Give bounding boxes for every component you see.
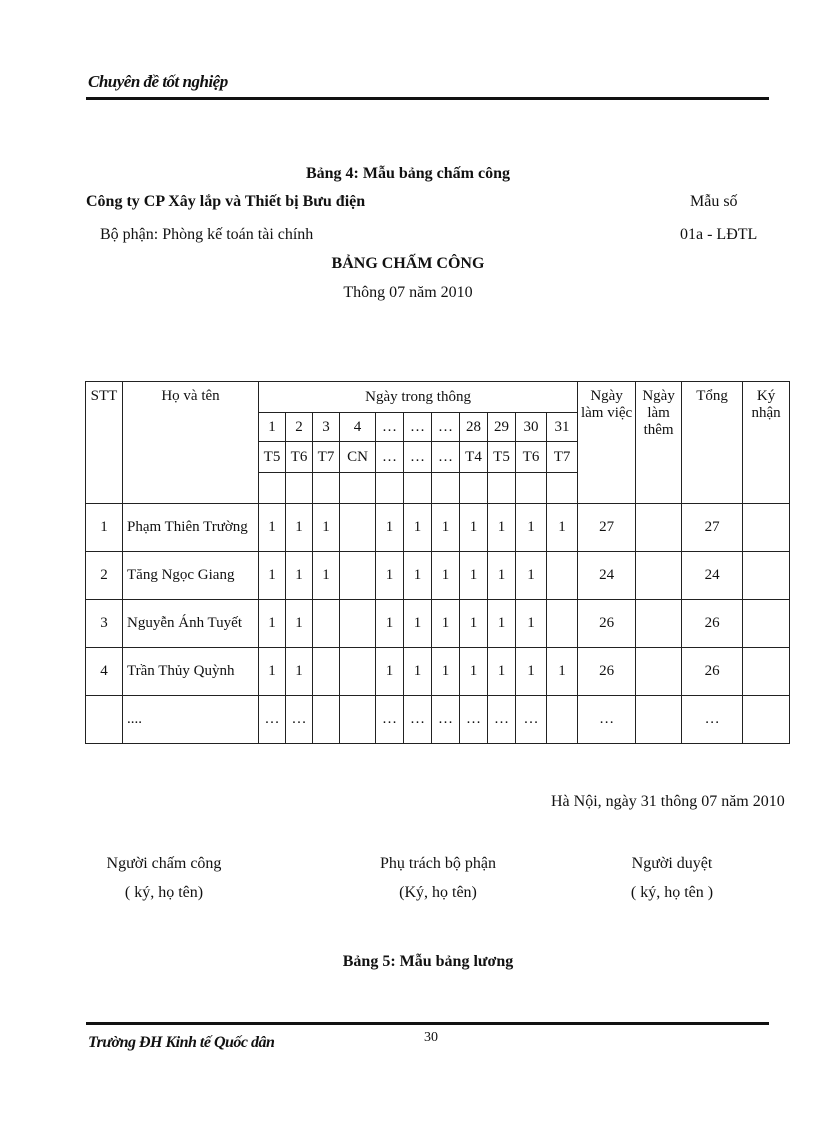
form-number-label: Mẫu số (690, 193, 738, 210)
day-cell: 1 (516, 600, 547, 648)
day-cell: 1 (259, 504, 286, 552)
total-header: Tổng (682, 382, 743, 473)
day-cell: 1 (432, 600, 460, 648)
day-cell: … (286, 696, 313, 744)
day-cell: … (488, 696, 516, 744)
stt-header: STT (86, 382, 123, 473)
day-number-cell: 31 (547, 413, 578, 442)
day-cell: 1 (313, 504, 340, 552)
day-cell: 1 (488, 552, 516, 600)
sign-cell (743, 504, 790, 552)
day-cell (313, 648, 340, 696)
day-number-cell: … (376, 413, 404, 442)
weekday-cell: T4 (460, 442, 488, 473)
table-row (86, 504, 790, 552)
day-cell (340, 648, 376, 696)
extra-days-cell (636, 648, 682, 696)
day-cell: 1 (460, 648, 488, 696)
weekday-cell: … (404, 442, 432, 473)
day-number-cell: … (404, 413, 432, 442)
sheet-month: Thông 07 năm 2010 (343, 284, 473, 301)
table-row (86, 600, 790, 648)
day-cell: … (460, 696, 488, 744)
day-cell: 1 (376, 552, 404, 600)
day-cell: 1 (404, 648, 432, 696)
name-cell: Nguyễn Ánh Tuyết (123, 600, 259, 648)
department: Bộ phận: Phòng kế toán tài chính (100, 226, 314, 243)
extra-days-header: Ngày làm thêm (636, 382, 682, 473)
day-cell: 1 (547, 504, 578, 552)
page-number: 30 (424, 1030, 438, 1045)
name-cell: Phạm Thiên Trường (123, 504, 259, 552)
day-cell (547, 600, 578, 648)
day-cell: 1 (376, 600, 404, 648)
spacer-row (86, 473, 790, 504)
day-cell: 1 (460, 504, 488, 552)
name-header: Họ và tên (123, 382, 259, 473)
day-cell: … (404, 696, 432, 744)
work-days-header: Ngày làm việc (578, 382, 636, 473)
header-rule (86, 97, 769, 100)
day-cell: 1 (516, 504, 547, 552)
weekday-cell: T7 (313, 442, 340, 473)
sheet-title: BẢNG CHẤM CÔNG (331, 255, 485, 272)
day-cell: 1 (376, 648, 404, 696)
day-number-cell: 1 (259, 413, 286, 442)
work-days-cell: 26 (578, 600, 636, 648)
day-number-cell: 30 (516, 413, 547, 442)
day-cell (547, 552, 578, 600)
day-cell: 1 (432, 504, 460, 552)
day-cell (313, 600, 340, 648)
day-cell: … (259, 696, 286, 744)
extra-days-cell (636, 552, 682, 600)
day-number-cell: 3 (313, 413, 340, 442)
signature-note: ( ký, họ tên) (124, 884, 204, 901)
day-cell: 1 (376, 504, 404, 552)
day-number-cell: … (432, 413, 460, 442)
name-cell: Trần Thủy Quỳnh (123, 648, 259, 696)
day-number-cell: 4 (340, 413, 376, 442)
day-cell: 1 (547, 648, 578, 696)
page-footer: Trường ĐH Kinh tế Quốc dân (88, 1034, 275, 1051)
day-cell (340, 696, 376, 744)
day-cell: 1 (259, 648, 286, 696)
day-cell: 1 (286, 504, 313, 552)
day-cell: 1 (286, 600, 313, 648)
stt-cell: 1 (86, 504, 123, 552)
total-cell: 27 (682, 504, 743, 552)
days-group-header: Ngày trong thông (259, 382, 578, 413)
sign-header: Ký nhận (743, 382, 790, 473)
sign-cell (743, 696, 790, 744)
day-cell: 1 (460, 552, 488, 600)
stt-cell: 2 (86, 552, 123, 600)
day-cell: 1 (404, 552, 432, 600)
day-cell (547, 696, 578, 744)
total-cell: 24 (682, 552, 743, 600)
day-cell: 1 (460, 600, 488, 648)
footer-rule (86, 1022, 769, 1025)
day-cell: 1 (432, 552, 460, 600)
day-cell (340, 504, 376, 552)
day-cell: … (376, 696, 404, 744)
signature-role: Phụ trách bộ phận (380, 855, 496, 872)
extra-days-cell (636, 504, 682, 552)
name-cell: .... (123, 696, 259, 744)
weekday-cell: T6 (516, 442, 547, 473)
signature-department-head (338, 849, 538, 907)
day-cell: 1 (488, 648, 516, 696)
extra-days-cell (636, 600, 682, 648)
stt-cell (86, 696, 123, 744)
sign-cell (743, 552, 790, 600)
work-days-cell: 24 (578, 552, 636, 600)
signature-role: Người duyệt (631, 855, 713, 872)
day-cell: 1 (259, 600, 286, 648)
day-number-cell: 29 (488, 413, 516, 442)
extra-days-cell (636, 696, 682, 744)
signature-role: Người chấm công (106, 855, 222, 872)
day-cell: … (432, 696, 460, 744)
day-cell: 1 (516, 648, 547, 696)
sign-cell (743, 600, 790, 648)
next-table-title: Bảng 5: Mẫu bảng lương (342, 953, 514, 970)
place-date: Hà Nội, ngày 31 thông 07 năm 2010 (551, 793, 785, 810)
day-number-cell: 2 (286, 413, 313, 442)
day-cell: 1 (259, 552, 286, 600)
work-days-cell: … (578, 696, 636, 744)
signature-note: (Ký, họ tên) (399, 884, 477, 901)
weekday-cell: … (376, 442, 404, 473)
total-cell: … (682, 696, 743, 744)
day-cell: 1 (313, 552, 340, 600)
table-row (86, 552, 790, 600)
table-row (86, 648, 790, 696)
weekday-cell: T7 (547, 442, 578, 473)
total-cell: 26 (682, 648, 743, 696)
work-days-cell: 26 (578, 648, 636, 696)
page-header: Chuyên đề tốt nghiệp (88, 72, 228, 91)
table-row (86, 696, 790, 744)
day-cell: 1 (286, 648, 313, 696)
day-cell: 1 (488, 504, 516, 552)
day-cell: 1 (404, 600, 432, 648)
signature-approver (572, 849, 772, 907)
weekday-cell: CN (340, 442, 376, 473)
work-days-cell: 27 (578, 504, 636, 552)
total-cell: 26 (682, 600, 743, 648)
attendance-table (85, 381, 790, 744)
weekday-cell: … (432, 442, 460, 473)
day-cell (340, 552, 376, 600)
header-row-1 (86, 382, 790, 413)
day-cell (313, 696, 340, 744)
stt-cell: 4 (86, 648, 123, 696)
weekday-cell: T6 (286, 442, 313, 473)
stt-cell: 3 (86, 600, 123, 648)
form-number: 01a - LĐTL (680, 226, 758, 243)
day-cell: 1 (432, 648, 460, 696)
day-cell: 1 (488, 600, 516, 648)
company-name: Công ty CP Xây lắp và Thiết bị Bưu điện (86, 193, 366, 210)
table-title: Bảng 4: Mẫu bảng chấm công (305, 165, 511, 182)
day-number-cell: 28 (460, 413, 488, 442)
day-cell (340, 600, 376, 648)
sign-cell (743, 648, 790, 696)
signature-timekeeper (64, 849, 264, 907)
name-cell: Tăng Ngọc Giang (123, 552, 259, 600)
weekday-cell: T5 (488, 442, 516, 473)
day-cell: … (516, 696, 547, 744)
day-cell: 1 (286, 552, 313, 600)
signature-note: ( ký, họ tên ) (630, 884, 714, 901)
day-cell: 1 (404, 504, 432, 552)
day-cell: 1 (516, 552, 547, 600)
weekday-cell: T5 (259, 442, 286, 473)
